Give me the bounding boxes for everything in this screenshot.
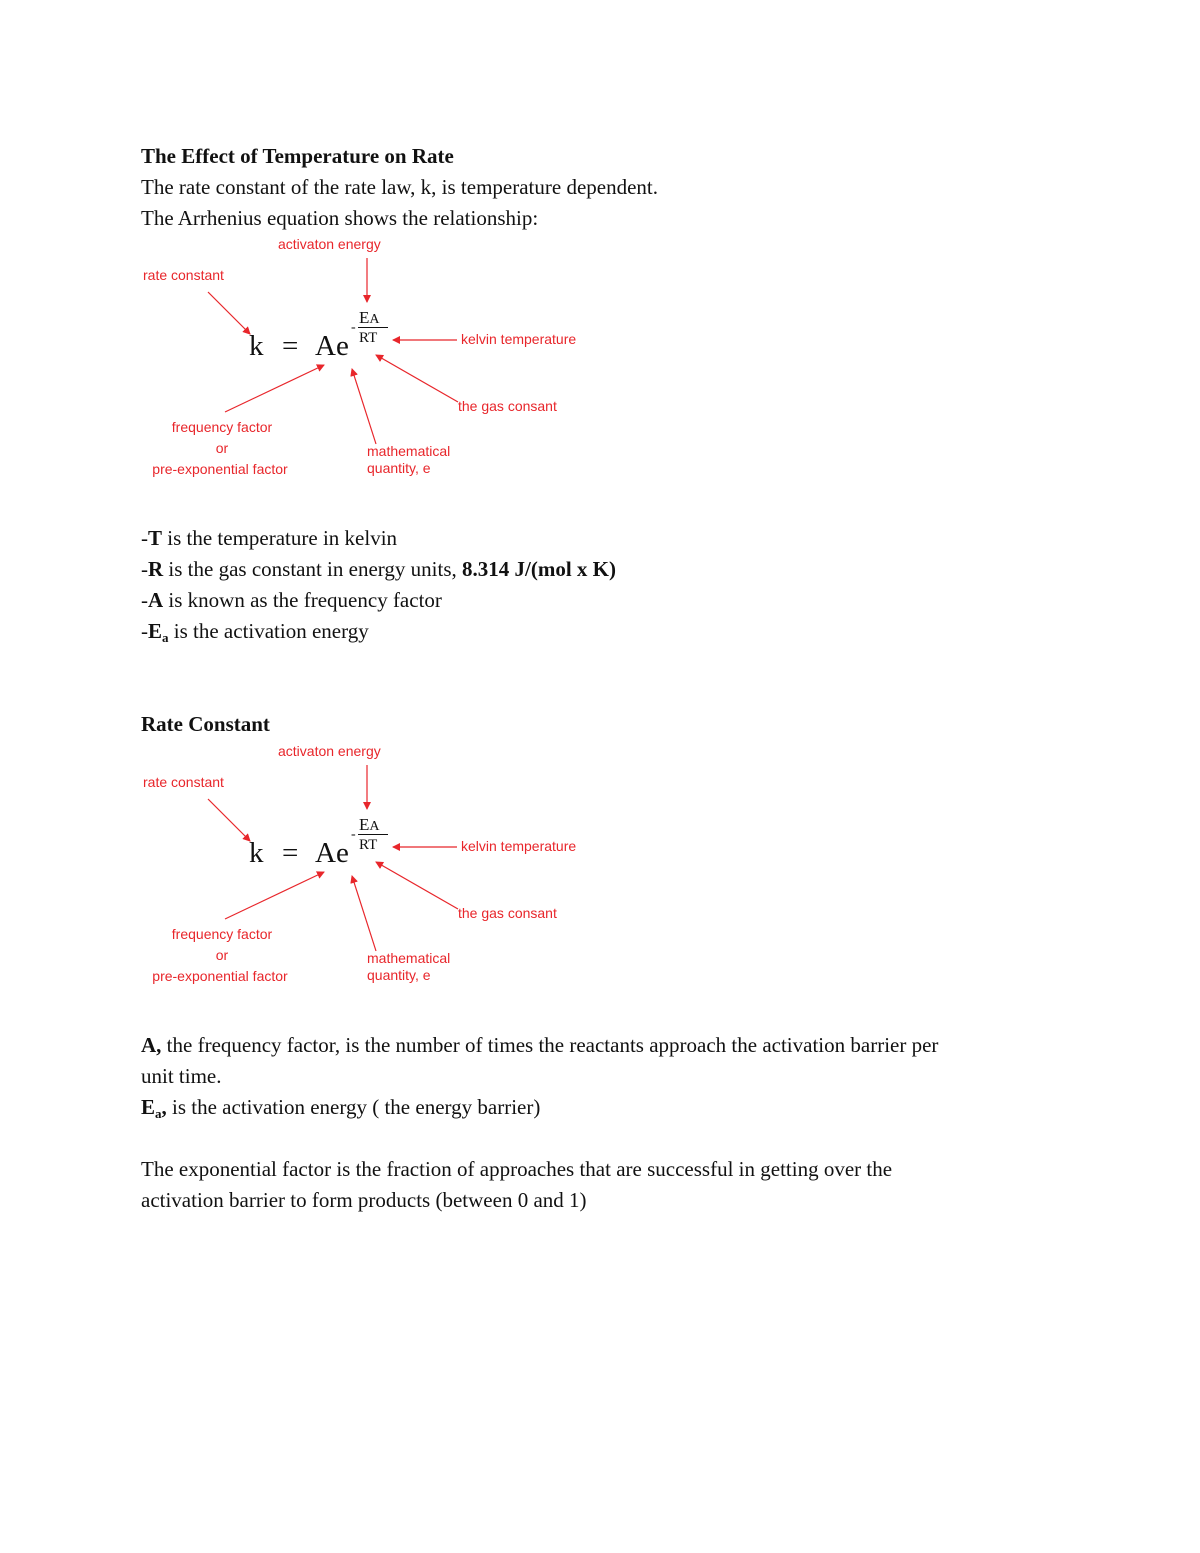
def-prefix: - bbox=[141, 588, 148, 612]
paragraph-line: activation barrier to form products (between 0 and 1) bbox=[141, 1188, 587, 1212]
equation-equals: = bbox=[282, 330, 299, 362]
definition-a bbox=[141, 586, 442, 614]
def-term: R bbox=[148, 557, 164, 581]
arrhenius-diagram bbox=[140, 232, 600, 482]
arrow-gas-constant bbox=[376, 355, 458, 402]
def-prefix: - bbox=[141, 526, 148, 550]
equation-k: k bbox=[249, 837, 264, 869]
frequency-factor-description bbox=[141, 1031, 938, 1059]
def-text: is the gas constant in energy units, bbox=[163, 557, 462, 581]
label-or: or bbox=[215, 947, 229, 963]
equation-numerator bbox=[359, 308, 380, 328]
label-rate-constant: rate constant bbox=[143, 774, 224, 790]
fraction-bar bbox=[358, 327, 388, 328]
label-frequency-factor: frequency factor bbox=[171, 926, 273, 942]
label-pre-exponential: pre-exponential factor bbox=[152, 461, 288, 477]
label-gas-constant: the gas consant bbox=[458, 905, 557, 921]
arrow-frequency-factor bbox=[225, 365, 324, 412]
label-activation-energy: activaton energy bbox=[278, 743, 381, 759]
equation-denominator: RT bbox=[359, 837, 378, 853]
section-heading: The Effect of Temperature on Rate bbox=[141, 144, 454, 168]
section-heading: Rate Constant bbox=[141, 712, 270, 736]
arrhenius-diagram bbox=[140, 739, 600, 989]
equation-denominator: RT bbox=[359, 330, 378, 346]
def-text: is the activation energy bbox=[168, 619, 369, 643]
term-a: A, bbox=[141, 1033, 162, 1057]
fraction-bar bbox=[358, 834, 388, 835]
equation-numerator-e: E bbox=[359, 308, 370, 327]
paragraph-line: The Arrhenius equation shows the relationship: bbox=[141, 206, 539, 230]
label-mathematical: mathematical bbox=[367, 950, 451, 966]
label-quantity-e: quantity, e bbox=[367, 460, 431, 476]
arrow-rate-constant bbox=[208, 799, 250, 841]
label-mathematical: mathematical bbox=[367, 443, 451, 459]
equation-numerator-sub: A bbox=[369, 819, 380, 834]
equation-numerator-e: E bbox=[359, 815, 370, 834]
definition-ea bbox=[141, 617, 369, 645]
def-prefix: - bbox=[141, 619, 148, 643]
equation-minus: - bbox=[351, 827, 356, 842]
label-gas-constant: the gas consant bbox=[458, 398, 557, 414]
equation-ae: Ae bbox=[315, 837, 349, 869]
label-rate-constant: rate constant bbox=[143, 267, 224, 283]
def-term: $E_a$ bbox=[148, 619, 169, 645]
arrow-gas-constant bbox=[376, 862, 458, 909]
definition-t bbox=[141, 524, 397, 552]
paragraph-line: The rate constant of the rate law, k, is temperature dependent. bbox=[141, 175, 659, 199]
def-term: T bbox=[148, 526, 163, 550]
arrow-mathematical-quantity bbox=[352, 876, 376, 951]
label-frequency-factor: frequency factor bbox=[171, 419, 273, 435]
label-pre-exponential: pre-exponential factor bbox=[152, 968, 288, 984]
arrow-mathematical-quantity bbox=[352, 369, 376, 444]
def-text: is known as the frequency factor bbox=[163, 588, 442, 612]
arrow-frequency-factor bbox=[225, 872, 324, 919]
def-term: A bbox=[148, 588, 164, 612]
term-ea: $E_a$, bbox=[141, 1095, 167, 1121]
label-kelvin-temperature: kelvin temperature bbox=[461, 331, 577, 347]
label-kelvin-temperature: kelvin temperature bbox=[461, 838, 577, 854]
definition-r bbox=[141, 555, 616, 583]
equation-ae: Ae bbox=[315, 330, 349, 362]
def-term-sub: a bbox=[162, 630, 169, 645]
equation-equals: = bbox=[282, 837, 299, 869]
term-ea-sub: a bbox=[155, 1106, 162, 1121]
gas-constant-value: 8.314 J/(mol x K) bbox=[462, 557, 616, 581]
arrow-rate-constant bbox=[208, 292, 250, 334]
label-activation-energy: activaton energy bbox=[278, 236, 381, 252]
equation-k: k bbox=[249, 330, 264, 362]
equation-numerator bbox=[359, 815, 380, 835]
label-quantity-e: quantity, e bbox=[367, 967, 431, 983]
paragraph-line: unit time. bbox=[141, 1064, 222, 1088]
def-prefix: - bbox=[141, 557, 148, 581]
paragraph-text: is the activation energy ( the energy barrier) bbox=[166, 1095, 541, 1119]
paragraph-text: the frequency factor, is the number of times the reactants approach the activation barrier per bbox=[161, 1033, 939, 1057]
paragraph-line: The exponential factor is the fraction of approaches that are successful in getting over the bbox=[141, 1157, 893, 1181]
def-text: is the temperature in kelvin bbox=[162, 526, 398, 550]
label-or: or bbox=[215, 440, 229, 456]
equation-minus: - bbox=[351, 320, 356, 335]
equation-numerator-sub: A bbox=[369, 312, 380, 327]
activation-energy-description bbox=[141, 1093, 540, 1121]
